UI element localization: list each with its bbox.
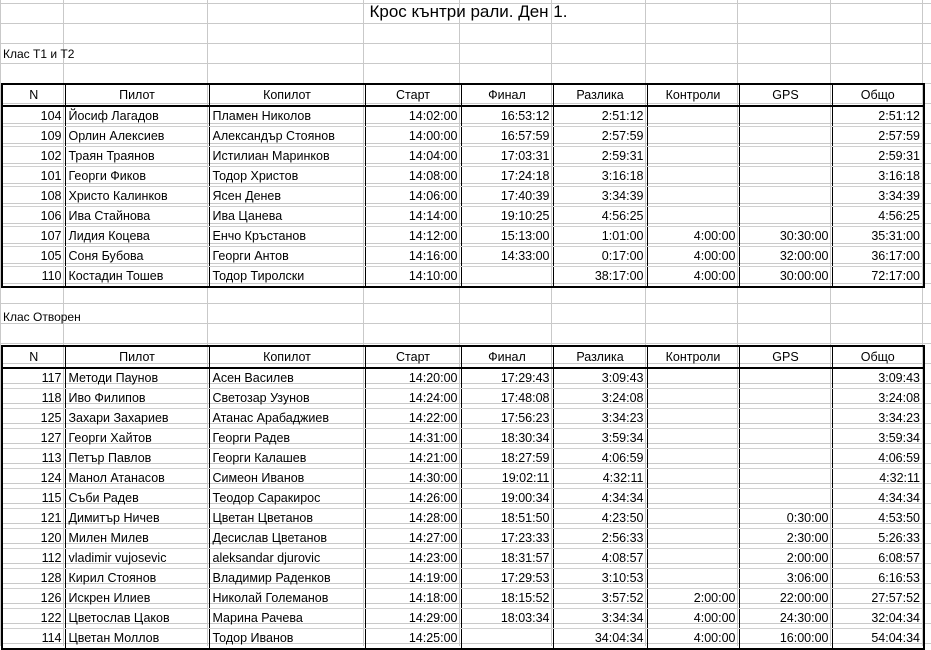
cell-copilot[interactable]: Георги Калашев	[209, 449, 365, 469]
col-header-total[interactable]: Общо	[832, 346, 924, 368]
cell-start[interactable]: 14:04:00	[365, 147, 461, 167]
cell-total[interactable]: 3:09:43	[832, 368, 924, 389]
cell-total[interactable]: 4:34:34	[832, 489, 924, 509]
cell-start[interactable]: 14:22:00	[365, 409, 461, 429]
cell-total[interactable]: 4:32:11	[832, 469, 924, 489]
cell-finish[interactable]: 17:03:31	[461, 147, 553, 167]
cell-pilot[interactable]: Орлин Алексиев	[65, 127, 209, 147]
cell-difference[interactable]: 3:59:34	[553, 429, 647, 449]
cell-gps[interactable]	[739, 207, 832, 227]
cell-total[interactable]: 54:04:34	[832, 629, 924, 650]
cell-finish[interactable]: 18:30:34	[461, 429, 553, 449]
cell-gps[interactable]: 32:00:00	[739, 247, 832, 267]
cell-controls[interactable]	[647, 549, 739, 569]
cell-copilot[interactable]: Александър Стоянов	[209, 127, 365, 147]
cell-difference[interactable]: 4:34:34	[553, 489, 647, 509]
table-row	[2, 368, 924, 389]
col-header-total[interactable]: Общо	[832, 84, 924, 106]
cell-copilot[interactable]: Георги Радев	[209, 429, 365, 449]
cell-difference[interactable]: 3:24:08	[553, 389, 647, 409]
cell-controls[interactable]	[647, 569, 739, 589]
cell-total[interactable]: 3:16:18	[832, 167, 924, 187]
cell-pilot[interactable]: Димитър Ничев	[65, 509, 209, 529]
col-header-copilot[interactable]: Копилот	[209, 346, 365, 368]
table-row	[2, 167, 924, 187]
table-row	[2, 207, 924, 227]
cell-pilot[interactable]: Цветослав Цаков	[65, 609, 209, 629]
cell-gps[interactable]: 0:30:00	[739, 509, 832, 529]
col-header-controls[interactable]: Контроли	[647, 346, 739, 368]
cell-pilot[interactable]: Христо Калинков	[65, 187, 209, 207]
sheet-title: Крос кънтри рали. Ден 1.	[369, 2, 568, 21]
cell-copilot[interactable]: Георги Антов	[209, 247, 365, 267]
col-header-start[interactable]: Старт	[365, 346, 461, 368]
cell-total[interactable]: 4:06:59	[832, 449, 924, 469]
cell-difference[interactable]: 2:56:33	[553, 529, 647, 549]
cell-copilot[interactable]: Марина Рачева	[209, 609, 365, 629]
cell-total[interactable]: 6:08:57	[832, 549, 924, 569]
cell-pilot[interactable]: Съби Радев	[65, 489, 209, 509]
cell-start[interactable]: 14:16:00	[365, 247, 461, 267]
cell-gps[interactable]	[739, 389, 832, 409]
cell-pilot[interactable]: Соня Бубова	[65, 247, 209, 267]
cell-pilot[interactable]: Кирил Стоянов	[65, 569, 209, 589]
cell-pilot[interactable]: Георги Хайтов	[65, 429, 209, 449]
cell-total[interactable]: 3:34:23	[832, 409, 924, 429]
table-row	[2, 389, 924, 409]
cell-finish[interactable]: 16:57:59	[461, 127, 553, 147]
cell-controls[interactable]	[647, 389, 739, 409]
cell-start[interactable]: 14:00:00	[365, 127, 461, 147]
cell-finish[interactable]: 17:56:23	[461, 409, 553, 429]
cell-finish[interactable]: 18:27:59	[461, 449, 553, 469]
col-header-gps[interactable]: GPS	[739, 346, 832, 368]
cell-controls[interactable]	[647, 469, 739, 489]
cell-controls[interactable]	[647, 187, 739, 207]
cell-copilot[interactable]: Теодор Саракирос	[209, 489, 365, 509]
cell-finish[interactable]: 17:24:18	[461, 167, 553, 187]
cell-total[interactable]: 2:57:59	[832, 127, 924, 147]
table-row	[2, 187, 924, 207]
cell-pilot[interactable]: Методи Паунов	[65, 368, 209, 389]
cell-difference[interactable]: 4:06:59	[553, 449, 647, 469]
table-row	[2, 529, 924, 549]
cell-start[interactable]: 14:10:00	[365, 267, 461, 288]
cell-gps[interactable]: 30:00:00	[739, 267, 832, 288]
table-row	[2, 429, 924, 449]
cell-copilot[interactable]: Цветан Цветанов	[209, 509, 365, 529]
table-row	[2, 449, 924, 469]
cell-start[interactable]: 14:08:00	[365, 167, 461, 187]
cell-pilot[interactable]: Йосиф Лагадов	[65, 106, 209, 127]
class-label-open[interactable]: Клас Отворен	[3, 310, 81, 324]
header-row	[2, 346, 924, 368]
table-row	[2, 147, 924, 167]
cell-copilot[interactable]: Атанас Арабаджиев	[209, 409, 365, 429]
cell-gps[interactable]: 16:00:00	[739, 629, 832, 650]
cell-controls[interactable]	[647, 489, 739, 509]
cell-number[interactable]: 102	[2, 147, 65, 167]
col-header-difference[interactable]: Разлика	[553, 84, 647, 106]
cell-difference[interactable]: 3:34:39	[553, 187, 647, 207]
cell-start[interactable]: 14:24:00	[365, 389, 461, 409]
cell-number[interactable]: 117	[2, 368, 65, 389]
cell-controls[interactable]	[647, 529, 739, 549]
header-row	[2, 84, 924, 106]
cell-total[interactable]: 35:31:00	[832, 227, 924, 247]
cell-total[interactable]: 27:57:52	[832, 589, 924, 609]
cell-difference[interactable]: 4:56:25	[553, 207, 647, 227]
cell-copilot[interactable]: Енчо Кръстанов	[209, 227, 365, 247]
cell-number[interactable]: 110	[2, 267, 65, 288]
cell-gps[interactable]: 22:00:00	[739, 589, 832, 609]
cell-start[interactable]: 14:29:00	[365, 609, 461, 629]
cell-total[interactable]: 72:17:00	[832, 267, 924, 288]
cell-pilot[interactable]: Иво Филипов	[65, 389, 209, 409]
cell-pilot[interactable]: Милен Милев	[65, 529, 209, 549]
cell-controls[interactable]: 4:00:00	[647, 267, 739, 288]
cell-controls[interactable]	[647, 167, 739, 187]
cell-gps[interactable]	[739, 449, 832, 469]
cell-start[interactable]: 14:30:00	[365, 469, 461, 489]
col-header-n[interactable]: N	[2, 84, 65, 106]
cell-number[interactable]: 112	[2, 549, 65, 569]
cell-gps[interactable]	[739, 409, 832, 429]
cell-start[interactable]: 14:27:00	[365, 529, 461, 549]
cell-start[interactable]: 14:06:00	[365, 187, 461, 207]
cell-copilot[interactable]: Истилиан Маринков	[209, 147, 365, 167]
cell-difference[interactable]: 1:01:00	[553, 227, 647, 247]
cell-pilot[interactable]: Костадин Тошев	[65, 267, 209, 288]
col-header-finish[interactable]: Финал	[461, 346, 553, 368]
cell-controls[interactable]	[647, 207, 739, 227]
col-header-n[interactable]: N	[2, 346, 65, 368]
cell-total[interactable]: 4:53:50	[832, 509, 924, 529]
cell-number[interactable]: 128	[2, 569, 65, 589]
cell-difference[interactable]: 3:09:43	[553, 368, 647, 389]
cell-start[interactable]: 14:19:00	[365, 569, 461, 589]
cell-start[interactable]: 14:02:00	[365, 106, 461, 127]
table-row	[2, 469, 924, 489]
cell-pilot[interactable]: Манол Атанасов	[65, 469, 209, 489]
cell-finish[interactable]: 17:29:43	[461, 368, 553, 389]
cell-total[interactable]: 3:34:39	[832, 187, 924, 207]
cell-gps[interactable]: 2:30:00	[739, 529, 832, 549]
cell-gps[interactable]	[739, 368, 832, 389]
cell-finish[interactable]: 19:10:25	[461, 207, 553, 227]
cell-total[interactable]: 2:51:12	[832, 106, 924, 127]
cell-controls[interactable]	[647, 147, 739, 167]
cell-finish[interactable]: 18:03:34	[461, 609, 553, 629]
cell-start[interactable]: 14:31:00	[365, 429, 461, 449]
cell-copilot[interactable]: Ясен Денев	[209, 187, 365, 207]
table-row	[2, 489, 924, 509]
table-row	[2, 247, 924, 267]
cell-start[interactable]: 14:18:00	[365, 589, 461, 609]
cell-number[interactable]: 124	[2, 469, 65, 489]
cell-start[interactable]: 14:12:00	[365, 227, 461, 247]
cell-copilot[interactable]: Владимир Раденков	[209, 569, 365, 589]
cell-pilot[interactable]: vladimir vujosevic	[65, 549, 209, 569]
cell-number[interactable]: 122	[2, 609, 65, 629]
cell-number[interactable]: 101	[2, 167, 65, 187]
cell-pilot[interactable]: Лидия Коцева	[65, 227, 209, 247]
cell-difference[interactable]: 0:17:00	[553, 247, 647, 267]
col-header-start[interactable]: Старт	[365, 84, 461, 106]
cell-start[interactable]: 14:21:00	[365, 449, 461, 469]
cell-finish[interactable]: 17:48:08	[461, 389, 553, 409]
cell-start[interactable]: 14:14:00	[365, 207, 461, 227]
cell-finish[interactable]: 16:53:12	[461, 106, 553, 127]
cell-number[interactable]: 121	[2, 509, 65, 529]
cell-total[interactable]: 32:04:34	[832, 609, 924, 629]
cell-controls[interactable]	[647, 509, 739, 529]
cell-number[interactable]: 104	[2, 106, 65, 127]
cell-controls[interactable]	[647, 127, 739, 147]
cell-copilot[interactable]: Десислав Цветанов	[209, 529, 365, 549]
cell-difference[interactable]: 2:59:31	[553, 147, 647, 167]
results-table-open	[1, 345, 925, 650]
col-header-controls[interactable]: Контроли	[647, 84, 739, 106]
cell-total[interactable]: 3:24:08	[832, 389, 924, 409]
cell-gps[interactable]	[739, 106, 832, 127]
cell-start[interactable]: 14:20:00	[365, 368, 461, 389]
cell-controls[interactable]: 2:00:00	[647, 589, 739, 609]
table-row	[2, 409, 924, 429]
cell-finish[interactable]: 18:31:57	[461, 549, 553, 569]
col-header-pilot[interactable]: Пилот	[65, 346, 209, 368]
cell-gps[interactable]	[739, 127, 832, 147]
cell-pilot[interactable]: Захари Захариев	[65, 409, 209, 429]
cell-number[interactable]: 127	[2, 429, 65, 449]
cell-finish[interactable]: 14:33:00	[461, 247, 553, 267]
cell-copilot[interactable]: Пламен Николов	[209, 106, 365, 127]
cell-start[interactable]: 14:23:00	[365, 549, 461, 569]
cell-gps[interactable]	[739, 167, 832, 187]
cell-number[interactable]: 120	[2, 529, 65, 549]
cell-difference[interactable]: 4:08:57	[553, 549, 647, 569]
col-header-gps[interactable]: GPS	[739, 84, 832, 106]
cell-number[interactable]: 108	[2, 187, 65, 207]
cell-number[interactable]: 107	[2, 227, 65, 247]
cell-difference[interactable]: 3:10:53	[553, 569, 647, 589]
table-row	[2, 549, 924, 569]
cell-finish[interactable]	[461, 267, 553, 288]
cell-number[interactable]: 115	[2, 489, 65, 509]
col-header-copilot[interactable]: Копилот	[209, 84, 365, 106]
cell-gps[interactable]	[739, 489, 832, 509]
col-header-pilot[interactable]: Пилот	[65, 84, 209, 106]
cell-copilot[interactable]: aleksandar djurovic	[209, 549, 365, 569]
cell-gps[interactable]: 24:30:00	[739, 609, 832, 629]
cell-difference[interactable]: 2:51:12	[553, 106, 647, 127]
cell-number[interactable]: 109	[2, 127, 65, 147]
cell-controls[interactable]	[647, 368, 739, 389]
cell-total[interactable]: 3:59:34	[832, 429, 924, 449]
cell-start[interactable]: 14:28:00	[365, 509, 461, 529]
table-row	[2, 609, 924, 629]
cell-finish[interactable]: 15:13:00	[461, 227, 553, 247]
cell-pilot[interactable]: Петър Павлов	[65, 449, 209, 469]
cell-finish[interactable]: 17:23:33	[461, 529, 553, 549]
table-row	[2, 589, 924, 609]
results-table-t1-t2	[1, 83, 925, 288]
cell-pilot[interactable]: Георги Фиков	[65, 167, 209, 187]
table-row	[2, 267, 924, 288]
cell-gps[interactable]: 30:30:00	[739, 227, 832, 247]
cell-controls[interactable]: 4:00:00	[647, 629, 739, 650]
cell-copilot[interactable]: Асен Василев	[209, 368, 365, 389]
cell-number[interactable]: 113	[2, 449, 65, 469]
cell-copilot[interactable]: Николай Големанов	[209, 589, 365, 609]
cell-finish[interactable]: 17:40:39	[461, 187, 553, 207]
cell-difference[interactable]: 34:04:34	[553, 629, 647, 650]
cell-gps[interactable]	[739, 187, 832, 207]
cell-difference[interactable]: 3:57:52	[553, 589, 647, 609]
cell-gps[interactable]: 2:00:00	[739, 549, 832, 569]
cell-finish[interactable]: 19:02:11	[461, 469, 553, 489]
cell-number[interactable]: 106	[2, 207, 65, 227]
cell-copilot[interactable]: Тодор Христов	[209, 167, 365, 187]
cell-pilot[interactable]: Искрен Илиев	[65, 589, 209, 609]
cell-total[interactable]: 5:26:33	[832, 529, 924, 549]
cell-difference[interactable]: 3:34:34	[553, 609, 647, 629]
cell-controls[interactable]	[647, 429, 739, 449]
cell-copilot[interactable]: Светозар Узунов	[209, 389, 365, 409]
cell-number[interactable]: 114	[2, 629, 65, 650]
cell-difference[interactable]: 3:16:18	[553, 167, 647, 187]
cell-pilot[interactable]: Ива Стайнова	[65, 207, 209, 227]
cell-number[interactable]: 126	[2, 589, 65, 609]
cell-number[interactable]: 105	[2, 247, 65, 267]
table-row	[2, 227, 924, 247]
table-row	[2, 509, 924, 529]
class-label-t1-t2[interactable]: Клас Т1 и Т2	[3, 47, 75, 61]
cell-controls[interactable]	[647, 449, 739, 469]
cell-number[interactable]: 125	[2, 409, 65, 429]
cell-controls[interactable]: 4:00:00	[647, 227, 739, 247]
cell-total[interactable]: 36:17:00	[832, 247, 924, 267]
cell-difference[interactable]: 4:32:11	[553, 469, 647, 489]
cell-gps[interactable]	[739, 469, 832, 489]
cell-finish[interactable]: 18:51:50	[461, 509, 553, 529]
cell-difference[interactable]: 2:57:59	[553, 127, 647, 147]
cell-copilot[interactable]: Тодор Иванов	[209, 629, 365, 650]
table-row	[2, 127, 924, 147]
cell-difference[interactable]: 38:17:00	[553, 267, 647, 288]
cell-copilot[interactable]: Ива Цанева	[209, 207, 365, 227]
cell-number[interactable]: 118	[2, 389, 65, 409]
table-row	[2, 106, 924, 127]
cell-start[interactable]: 14:25:00	[365, 629, 461, 650]
cell-copilot[interactable]: Симеон Иванов	[209, 469, 365, 489]
cell-finish[interactable]: 19:00:34	[461, 489, 553, 509]
col-header-finish[interactable]: Финал	[461, 84, 553, 106]
cell-pilot[interactable]: Траян Траянов	[65, 147, 209, 167]
cell-difference[interactable]: 4:23:50	[553, 509, 647, 529]
cell-controls[interactable]	[647, 106, 739, 127]
cell-gps[interactable]	[739, 147, 832, 167]
cell-total[interactable]: 2:59:31	[832, 147, 924, 167]
cell-gps[interactable]	[739, 429, 832, 449]
cell-total[interactable]: 6:16:53	[832, 569, 924, 589]
col-header-difference[interactable]: Разлика	[553, 346, 647, 368]
cell-controls[interactable]	[647, 409, 739, 429]
table-row	[2, 569, 924, 589]
cell-pilot[interactable]: Цветан Моллов	[65, 629, 209, 650]
cell-finish[interactable]: 18:15:52	[461, 589, 553, 609]
cell-difference[interactable]: 3:34:23	[553, 409, 647, 429]
cell-controls[interactable]: 4:00:00	[647, 247, 739, 267]
cell-finish[interactable]: 17:29:53	[461, 569, 553, 589]
cell-total[interactable]: 4:56:25	[832, 207, 924, 227]
cell-copilot[interactable]: Тодор Тиролски	[209, 267, 365, 288]
cell-gps[interactable]: 3:06:00	[739, 569, 832, 589]
cell-controls[interactable]: 4:00:00	[647, 609, 739, 629]
cell-start[interactable]: 14:26:00	[365, 489, 461, 509]
